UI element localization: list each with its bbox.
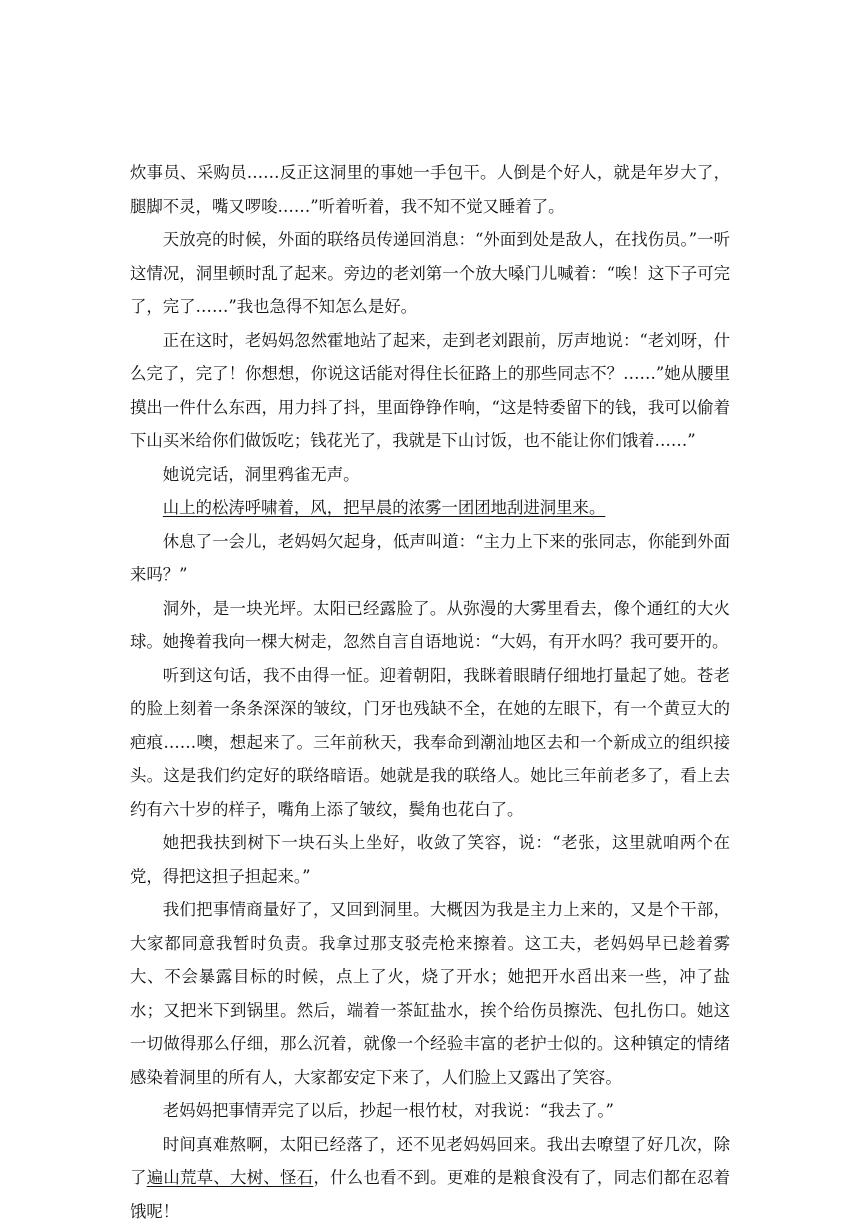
paragraph-text: 炊事员、采购员……反正这洞里的事她一手包干。人倒是个好人，就是年岁大了，腿脚不灵，嘴又啰唆……”听着听着，我不知不觉又睡着了。 [130,163,730,216]
story-text [130,156,730,1228]
paragraph [130,491,730,525]
paragraph [130,458,730,492]
paragraph-text: 洞外，是一块光坪。太阳已经露脸了。从弥漫的大雾里看去，像个通红的大火球。她搀着我向一棵大树走，忽然自言自语地说：“大妈，有开水吗？我可要开的。 [130,599,730,652]
paragraph-text: 她说完话，洞里鸦雀无声。 [163,465,360,484]
paragraph [130,1128,730,1228]
paragraph [130,1094,730,1128]
underlined-text: 遍山荒草、大树、怪石 [147,1168,314,1187]
paragraph [130,156,730,223]
paragraph-text: 休息了一会儿，老妈妈欠起身，低声叫道：“主力上下来的张同志，你能到外面来吗？” [130,532,730,585]
underlined-text: 山上的松涛呼啸着，风，把早晨的浓雾一团团地刮进洞里来。 [163,498,606,517]
paragraph [130,659,730,827]
paragraph-text: 老妈妈把事情弄完了以后，抄起一根竹杖，对我说：“我去了。” [163,1101,614,1120]
paragraph [130,525,730,592]
document-page [130,156,730,1228]
paragraph-text: 她把我扶到树下一块石头上坐好，收敛了笑容，说：“老张，这里就咱两个在党，得把这担子担起来。” [130,833,730,886]
paragraph-text: 天放亮的时候，外面的联络员传递回消息：“外面到处是敌人，在找伤员。”一听这情况，洞里顿时乱了起来。旁边的老刘第一个放大嗓门儿喊着：“唉！这下子可完了，完了……”我也急得不知怎么是好。 [130,230,730,316]
paragraph [130,893,730,1094]
paragraph [130,223,730,324]
paragraph-text: 我们把事情商量好了，又回到洞里。大概因为我是主力上来的，又是个干部，大家都同意我暂时负责。我拿过那支驳壳枪来擦着。这工夫，老妈妈早已趁着雾大、不会暴露目标的时候，点上了火，烧了开水；她把开水舀出来一些，冲了盐水；又把米下到锅里。然后，端着一茶缸盐水，挨个给伤员擦洗、包扎伤口。她这一切做得那么仔细，那么沉着，就像一个经验丰富的老护士似的。这种镇定的情绪感染着洞里的所有人，大家都安定下来了，人们脸上又露出了笑容。 [130,900,730,1087]
paragraph-text: 听到这句话，我不由得一怔。迎着朝阳，我眯着眼睛仔细地打量起了她。苍老的脸上刻着一条条深深的皱纹，门牙也残缺不全，在她的左眼下，有一个黄豆大的疤痕……噢，想起来了。三年前秋天，我奉命到潮汕地区去和一个新成立的组织接头。这是我们约定好的联络暗语。她就是我的联络人。她比三年前老多了，看上去约有六十岁的样子，嘴角上添了皱纹，鬓角也花白了。 [130,666,730,819]
paragraph [130,324,730,458]
paragraph-text: 时间真难熬啊，太阳已经落了，还不见老妈妈回来。我出去嘹望了好几次，除了 [130,1135,730,1188]
paragraph-text: ，什么也看不到。更难的是粮食没有了，同志们都在忍着饿呢！ [130,1168,730,1221]
paragraph [130,592,730,659]
paragraph [130,826,730,893]
paragraph-text: 正在这时，老妈妈忽然霍地站了起来，走到老刘跟前，厉声地说：“老刘呀，什么完了，完了！你想想，你说这话能对得住长征路上的那些同志不？……”她从腰里摸出一件什么东西，用力抖了抖，里面铮铮作响，“这是特委留下的钱，我可以偷着下山买米给你们做饭吃；钱花光了，我就是下山讨饭，也不能让你们饿着……” [130,331,730,451]
